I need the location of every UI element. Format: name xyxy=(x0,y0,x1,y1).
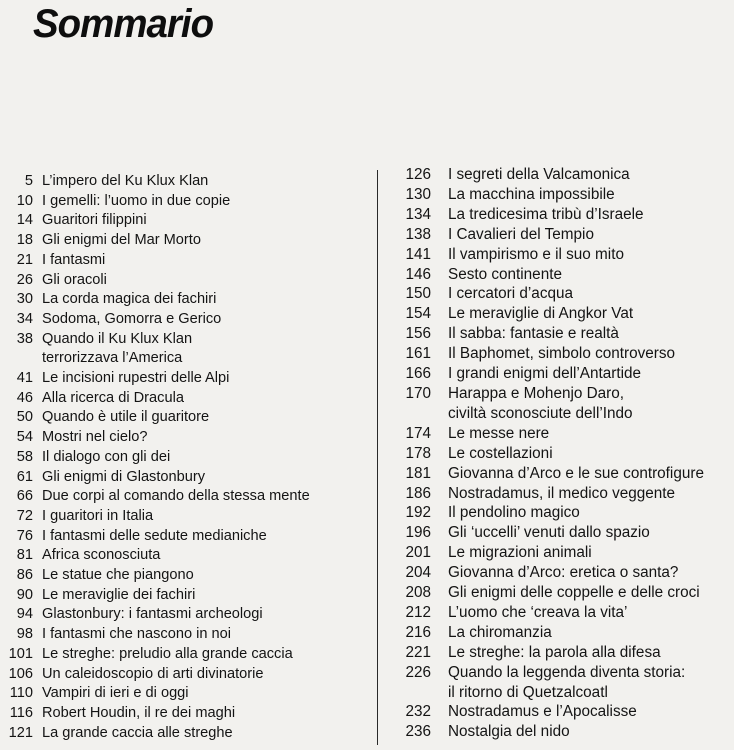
toc-entry-title: Robert Houdin, il re dei maghi xyxy=(42,704,236,721)
column-divider xyxy=(377,170,378,745)
toc-page-number: 204 xyxy=(405,564,431,582)
toc-entry xyxy=(388,603,734,623)
toc-page-number: 14 xyxy=(16,212,33,229)
toc-page-number: 41 xyxy=(16,370,33,387)
toc-page-number: 110 xyxy=(9,685,33,702)
toc-page-number: 134 xyxy=(405,205,431,223)
toc-entry xyxy=(388,364,734,384)
toc-page-number: 236 xyxy=(405,723,431,741)
toc-entry xyxy=(0,546,372,566)
toc-entry xyxy=(0,231,372,251)
toc-left-column xyxy=(0,172,372,743)
toc-entry xyxy=(388,563,734,583)
toc-page-number: 166 xyxy=(405,365,431,383)
toc-entry-title: Mostri nel cielo? xyxy=(42,429,148,446)
toc-entry xyxy=(0,605,372,625)
toc-entry-title: Guaritori filippini xyxy=(42,212,147,229)
toc-page-number: 94 xyxy=(16,606,33,623)
toc-entry-title: Sesto continente xyxy=(448,265,562,283)
toc-entry xyxy=(0,448,372,468)
toc-page-number: 181 xyxy=(405,464,431,482)
toc-entry xyxy=(388,523,734,543)
toc-entry xyxy=(388,663,734,703)
toc-entry-title: Gli enigmi delle coppelle e delle croci xyxy=(448,584,700,602)
toc-page-number: 174 xyxy=(405,424,431,442)
toc-entry-title: Africa sconosciuta xyxy=(42,547,161,564)
toc-page-number: 126 xyxy=(405,166,431,183)
toc-page-number: 66 xyxy=(16,488,33,505)
toc-entry xyxy=(388,543,734,563)
toc-entry xyxy=(0,310,372,330)
toc-page-number: 150 xyxy=(405,285,431,303)
toc-entry xyxy=(388,185,734,205)
toc-entry xyxy=(388,265,734,285)
toc-entry-title: Le messe nere xyxy=(448,424,550,442)
toc-entry-title: Gli enigmi del Mar Morto xyxy=(42,232,201,249)
toc-page-number: 186 xyxy=(405,484,431,502)
toc-page-number: 130 xyxy=(405,185,431,203)
toc-page-number: 196 xyxy=(405,524,431,542)
toc-entry xyxy=(388,583,734,603)
toc-entry xyxy=(0,468,372,488)
toc-entry xyxy=(0,625,372,645)
toc-entry-title: La corda magica dei fachiri xyxy=(42,291,217,308)
toc-entry-title: Le meraviglie dei fachiri xyxy=(42,586,196,603)
toc-entry-title: I fantasmi xyxy=(42,251,106,268)
toc-entry-title: Quando è utile il guaritore xyxy=(42,409,210,426)
toc-entry-title: I guaritori in Italia xyxy=(42,507,154,524)
toc-entry xyxy=(388,722,734,742)
toc-entry-title: Due corpi al comando della stessa mente xyxy=(42,488,310,505)
toc-entry xyxy=(0,192,372,212)
toc-entry xyxy=(0,507,372,527)
toc-entry-title: L’impero del Ku Klux Klan xyxy=(42,173,209,189)
toc-right-column xyxy=(388,165,734,742)
toc-entry-title: I gemelli: l’uomo in due copie xyxy=(42,192,231,209)
toc-entry xyxy=(388,484,734,504)
toc-entry xyxy=(0,172,372,192)
toc-entry-title: La tredicesima tribù d’Israele xyxy=(448,205,644,223)
toc-entry-title: Le costellazioni xyxy=(448,444,553,462)
toc-entry xyxy=(0,271,372,291)
toc-entry xyxy=(388,623,734,643)
toc-entry-title: Il pendolino magico xyxy=(448,504,580,522)
toc-entry xyxy=(0,428,372,448)
toc-page-number: 226 xyxy=(405,663,431,681)
toc-page-number: 54 xyxy=(16,429,33,446)
toc-page-number: 30 xyxy=(16,291,33,308)
toc-entry xyxy=(0,665,372,685)
toc-page-number: 98 xyxy=(16,626,33,643)
toc-entry-title: I Cavalieri del Tempio xyxy=(448,225,594,243)
toc-entry-title: Le streghe: preludio alla grande caccia xyxy=(42,645,293,662)
toc-entry-title: I grandi enigmi dell’Antartide xyxy=(448,365,642,383)
toc-page-number: 21 xyxy=(16,251,33,268)
toc-entry xyxy=(388,643,734,663)
toc-entry-title: Il Baphomet, simbolo controverso xyxy=(448,345,676,363)
toc-entry xyxy=(0,487,372,507)
toc-entry xyxy=(388,464,734,484)
toc-page-number: 86 xyxy=(16,567,33,584)
toc-page-number: 61 xyxy=(16,468,33,485)
toc-page-number: 138 xyxy=(405,225,431,243)
toc-entry xyxy=(0,211,372,231)
toc-entry xyxy=(388,384,734,424)
toc-entry xyxy=(0,251,372,271)
toc-entry-title: Nostradamus e l’Apocalisse xyxy=(448,703,637,721)
toc-entry-title: Le streghe: la parola alla difesa xyxy=(448,643,661,661)
toc-page-number: 161 xyxy=(405,345,431,363)
toc-entry-title: Nostradamus, il medico veggente xyxy=(448,484,676,502)
toc-page-number: 34 xyxy=(16,310,33,327)
toc-page-number: 106 xyxy=(8,665,33,682)
toc-page-number: 46 xyxy=(16,389,33,406)
toc-entry xyxy=(388,205,734,225)
toc-entry-title: La chiromanzia xyxy=(448,623,552,641)
toc-entry-title: Gli enigmi di Glastonbury xyxy=(42,468,206,485)
toc-entry xyxy=(0,704,372,724)
toc-entry xyxy=(0,389,372,409)
toc-entry-title: Sodoma, Gomorra e Gerico xyxy=(42,310,222,327)
toc-entry xyxy=(0,645,372,665)
toc-entry xyxy=(388,503,734,523)
toc-page-number: 141 xyxy=(405,245,431,263)
toc-page-number: 221 xyxy=(405,643,431,661)
toc-entry-title: L’uomo che ‘creava la vita’ xyxy=(448,603,628,621)
toc-entry xyxy=(388,245,734,265)
toc-entry-title: Nostalgia del nido xyxy=(448,723,570,741)
toc-entry-title: Quando la leggenda diventa storia: il ritorno di Quetzalcoatl xyxy=(448,663,686,701)
toc-page-number: 18 xyxy=(16,232,33,249)
toc-page-number: 116 xyxy=(9,704,33,721)
toc-page-number: 208 xyxy=(405,584,431,602)
toc-page-number: 81 xyxy=(16,547,33,564)
toc-entry xyxy=(388,324,734,344)
toc-page-number: 156 xyxy=(405,325,431,343)
toc-entry-title: Le statue che piangono xyxy=(42,567,194,584)
toc-page-number: 76 xyxy=(16,527,33,544)
toc-entry-title: I fantasmi che nascono in noi xyxy=(42,626,232,643)
toc-entry-title: Le migrazioni animali xyxy=(448,544,592,562)
toc-entry xyxy=(388,165,734,185)
toc-entry xyxy=(0,290,372,310)
toc-entry-title: Quando il Ku Klux Klan terrorizzava l’America xyxy=(42,330,193,367)
toc-page-number: 178 xyxy=(405,444,431,462)
toc-entry-title: Gli oracoli xyxy=(42,271,107,288)
toc-entry-title: Il sabba: fantasie e realtà xyxy=(448,325,619,343)
toc-entry-title: I segreti della Valcamonica xyxy=(448,166,630,183)
toc-page-number: 201 xyxy=(405,544,431,562)
toc-page-number: 154 xyxy=(405,305,431,323)
toc-entry-title: I fantasmi delle sedute medianiche xyxy=(42,527,267,544)
toc-entry xyxy=(388,444,734,464)
toc-entry xyxy=(388,225,734,245)
toc-page-number: 90 xyxy=(16,586,33,603)
toc-entry-title: Gli ‘uccelli’ venuti dallo spazio xyxy=(448,524,650,542)
toc-entry xyxy=(0,369,372,389)
toc-entry-title: Un caleidoscopio di arti divinatorie xyxy=(42,665,264,682)
toc-entry-title: Alla ricerca di Dracula xyxy=(42,389,184,406)
toc-entry xyxy=(0,330,372,369)
toc-entry xyxy=(0,527,372,547)
toc-entry xyxy=(0,408,372,428)
toc-page-number: 101 xyxy=(8,645,33,662)
toc-entry-title: I cercatori d’acqua xyxy=(448,285,573,303)
toc-page-number: 58 xyxy=(16,448,33,465)
toc-page-number: 192 xyxy=(405,504,431,522)
toc-entry-title: Le meraviglie di Angkor Vat xyxy=(448,305,634,323)
toc-entry-title: Le incisioni rupestri delle Alpi xyxy=(42,370,230,387)
toc-page-number: 50 xyxy=(16,409,33,426)
toc-page-number: 216 xyxy=(405,623,431,641)
toc-entry xyxy=(0,724,372,744)
toc-entry-title: La grande caccia alle streghe xyxy=(42,724,233,741)
toc-entry-title: Il dialogo con gli dei xyxy=(42,448,171,465)
toc-entry-title: Vampiri di ieri e di oggi xyxy=(42,685,189,702)
toc-entry xyxy=(388,284,734,304)
toc-entry xyxy=(0,566,372,586)
page-title: Sommario xyxy=(33,2,214,46)
toc-page-number: 212 xyxy=(405,603,431,621)
toc-page-number: 5 xyxy=(24,173,33,189)
toc-page-number: 10 xyxy=(16,192,33,209)
toc-page-number: 170 xyxy=(405,384,431,402)
toc-page-number: 72 xyxy=(16,507,33,524)
toc-page-number: 121 xyxy=(8,724,33,741)
toc-page-number: 26 xyxy=(16,271,33,288)
toc-entry-title: Giovanna d’Arco: eretica o santa? xyxy=(448,564,679,582)
toc-entry xyxy=(388,344,734,364)
toc-entry xyxy=(0,684,372,704)
toc-entry xyxy=(388,424,734,444)
toc-entry xyxy=(0,586,372,606)
toc-entry-title: La macchina impossibile xyxy=(448,185,615,203)
toc-entry xyxy=(388,304,734,324)
toc-page-number: 232 xyxy=(405,703,431,721)
toc-page-number: 38 xyxy=(16,330,33,347)
toc-entry-title: Il vampirismo e il suo mito xyxy=(448,245,624,263)
toc-page-number: 146 xyxy=(405,265,431,283)
toc-entry-title: Harappa e Mohenjo Daro, civiltà sconosciute dell’Indo xyxy=(448,384,633,422)
toc-entry-title: Giovanna d’Arco e le sue controfigure xyxy=(448,464,704,482)
toc-entry-title: Glastonbury: i fantasmi archeologi xyxy=(42,606,263,623)
toc-entry xyxy=(388,702,734,722)
